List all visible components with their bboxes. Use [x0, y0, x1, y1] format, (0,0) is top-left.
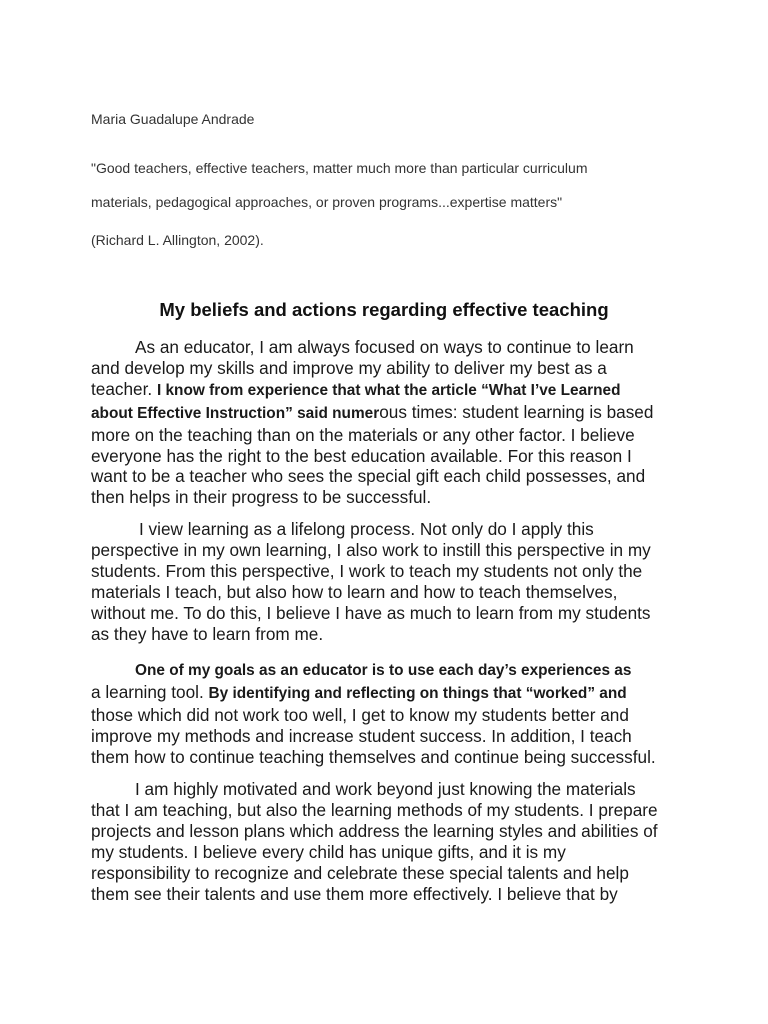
line-text: ous times: student learning is based — [379, 401, 654, 422]
paragraph-line: students. From this perspective, I work to teach my students not only the — [91, 560, 643, 581]
paragraph-line — [91, 402, 681, 425]
paragraph-4 — [91, 779, 681, 904]
paragraph-2 — [91, 519, 681, 644]
paragraph-line — [91, 379, 681, 402]
quote-line-1: "Good teachers, effective teachers, matter much more than particular curriculum — [91, 160, 588, 176]
paragraph-line: without me. To do this, I believe I have as much to learn from my students — [91, 602, 651, 623]
paragraph-line: them how to continue teaching themselves and continue being successful. — [91, 746, 656, 767]
paragraph-3 — [91, 659, 681, 768]
paragraph-line: improve my methods and increase student success. In addition, I teach — [91, 725, 632, 746]
line-text: a learning tool. — [91, 681, 209, 702]
paragraph-line: responsibility to recognize and celebrate these special talents and help — [91, 862, 629, 883]
line-text: I am highly motivated and work beyond just knowing the materials — [135, 779, 636, 799]
paragraph-line: as they have to learn from me. — [91, 623, 324, 644]
paragraph-line: that I am teaching, but also the learning methods of my students. I prepare — [91, 799, 658, 820]
quote-line-2: materials, pedagogical approaches, or proven programs...expertise matters" — [91, 194, 563, 210]
bold-text: One of my goals as an educator is to use each day’s experiences as — [135, 662, 632, 679]
bold-text: I know from experience that what the article “What I’ve Learned — [156, 381, 621, 399]
paragraph-line: everyone has the right to the best education available. For this reason I — [91, 445, 632, 466]
paragraph-line: them see their talents and use them more effectively. I believe that by — [91, 883, 618, 904]
paragraph-line — [91, 659, 681, 682]
paragraph-line: those which did not work too well, I get to know my students better and — [91, 704, 629, 725]
paragraph-line: materials I teach, but also how to learn and how to teach themselves, — [91, 581, 618, 602]
line-text: As an educator, I am always focused on ways to continue to learn — [135, 337, 634, 357]
line-text: teacher. — [91, 378, 157, 399]
paragraph-line: and develop my skills and improve my ability to deliver my best as a — [91, 357, 607, 378]
line-text: I view learning as a lifelong process. Not only do I apply this — [139, 519, 594, 539]
paragraph-line: perspective in my own learning, I also work to instill this perspective in my — [91, 539, 651, 560]
paragraph-line: then helps in their progress to be successful. — [91, 487, 432, 508]
paragraph-line — [91, 779, 681, 800]
paragraph-line — [91, 519, 681, 540]
paragraph-1 — [91, 337, 681, 508]
author-name: Maria Guadalupe Andrade — [91, 111, 255, 127]
paragraph-line: projects and lesson plans which address the learning styles and abilities of — [91, 820, 658, 841]
bold-text: By identifying and reflecting on things that “worked” and — [208, 684, 627, 702]
bold-text: about Effective Instruction” said numer — [91, 404, 380, 422]
paragraph-line: want to be a teacher who sees the special gift each child possesses, and — [91, 466, 646, 487]
paragraph-line: my students. I believe every child has unique gifts, and it is my — [91, 841, 566, 862]
page-title: My beliefs and actions regarding effective teaching — [159, 299, 609, 320]
paragraph-line — [91, 337, 681, 358]
quote-citation: (Richard L. Allington, 2002). — [91, 232, 264, 248]
paragraph-line: more on the teaching than on the materials or any other factor. I believe — [91, 424, 635, 445]
paragraph-line — [91, 682, 681, 705]
